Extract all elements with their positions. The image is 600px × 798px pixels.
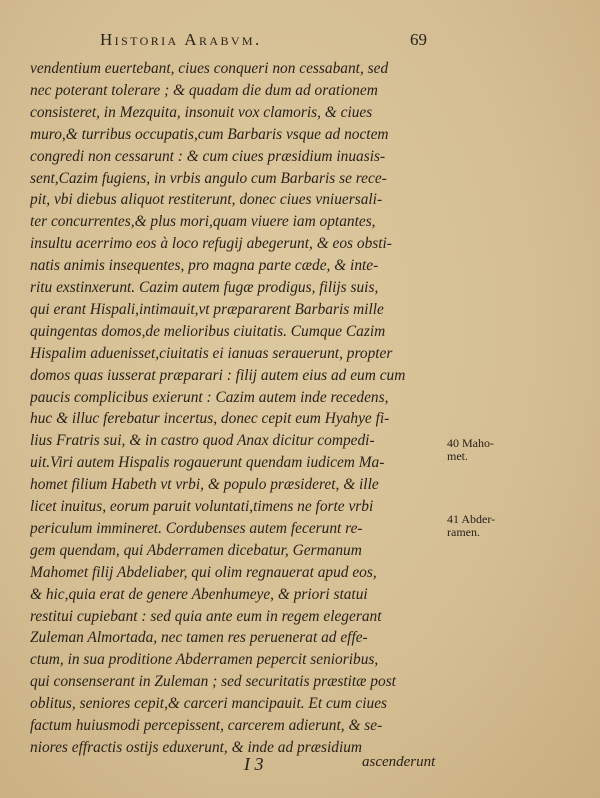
text-line: huc & illuc ferebatur incertus, donec cepit eum Hyahye fi- <box>30 410 390 428</box>
text-line: periculum immineret. Cordubenses autem fecerunt re- <box>30 519 363 537</box>
text-line: paucis complicibus exierunt : Cazim autem inde recedens, <box>30 388 389 406</box>
text-line: niores effractis ostijs eduxerunt, & inde ad præsidium <box>30 738 363 756</box>
text-line: gem quendam, qui Abderramen dicebatur, Germanum <box>30 541 362 559</box>
text-line: & hic,quia erat de genere Abenhumeye, & priori statui <box>30 585 368 603</box>
text-line: oblitus, seniores cepit,& carceri mancipauit. Et cum ciues <box>30 695 388 713</box>
text-line: lius Fratris sui, & in castro quod Anax dicitur compedi- <box>30 432 375 450</box>
text-line: Mahomet filij Abdeliaber, qui olim regnauerat apud eos, <box>30 563 377 581</box>
text-line: licet inuitus, eorum paruit voluntati,timens ne forte vrbi <box>30 498 374 515</box>
text-line: qui erant Hispali,intimauit,vt præpararent Barbaris mille <box>30 300 384 318</box>
text-line: ter concurrentes,& plus mori,quam viuere iam optantes, <box>30 213 376 231</box>
text-line: nec poterant tolerare ; & quadam die dum ad orationem <box>30 81 378 99</box>
text-line: pit, vbi diebus aliquot restiterunt, donec ciues vniuersali- <box>30 191 383 209</box>
text-line: insultu acerrimo eos à loco refugij abegerunt, & eos obsti- <box>30 235 392 253</box>
margin-note: 41 Abder- ramen. <box>447 512 496 539</box>
catchword: ascenderunt <box>362 754 436 770</box>
text-line: factum huiusmodi percepissent, carcerem adierunt, & se- <box>30 717 383 734</box>
page-number: 69 <box>410 30 427 49</box>
margin-note: 40 Maho- met. <box>447 436 494 463</box>
signature-mark: I 3 <box>244 754 264 774</box>
text-line: Hispalim aduenisset,ciuitatis ei ianuas serauerunt, propter <box>30 344 393 362</box>
text-line: natis animis insequentes, pro magna parte cæde, & inte- <box>30 257 379 275</box>
text-line: domos quas iusserat præparari : filij autem eius ad eum cum <box>30 366 406 384</box>
text-line: consisteret, in Mezquita, insonuit vox clamoris, & ciues <box>30 103 373 121</box>
text-line: quingentas domos,de melioribus ciuitatis. Cumque Cazim <box>30 322 386 340</box>
text-line: ctum, in sua proditione Abderramen pepercit senioribus, <box>30 651 379 669</box>
text-line: qui consenserant in Zuleman ; sed securitatis præstitæ post <box>30 673 396 691</box>
text-line: Zuleman Almortada, nec tamen res peruenerat ad effe- <box>30 629 368 647</box>
text-line: sent,Cazim fugiens, in vrbis angulo cum Barbaris se rece- <box>30 169 387 187</box>
text-line: uit.Viri autem Hispalis rogauerunt quendam iudicem Ma- <box>30 454 385 472</box>
running-title: Historia Arabvm. <box>100 30 262 49</box>
text-line: restitui cupiebant : sed quia ante eum in regem elegerant <box>30 607 382 625</box>
text-line: congredi non cessarunt : & cum ciues præsidium inuasis- <box>30 147 386 165</box>
text-line: homet filium Habeth vt vrbi, & populo præsideret, & ille <box>30 476 379 494</box>
text-line: vendentium euertebant, ciues conqueri non cessabant, sed <box>30 60 389 77</box>
text-line: ritu exstinxerunt. Cazim autem fugæ prodigus, filijs suis, <box>30 279 379 296</box>
text-line: muro,& turribus occupatis,cum Barbaris vsque ad noctem <box>30 125 389 143</box>
